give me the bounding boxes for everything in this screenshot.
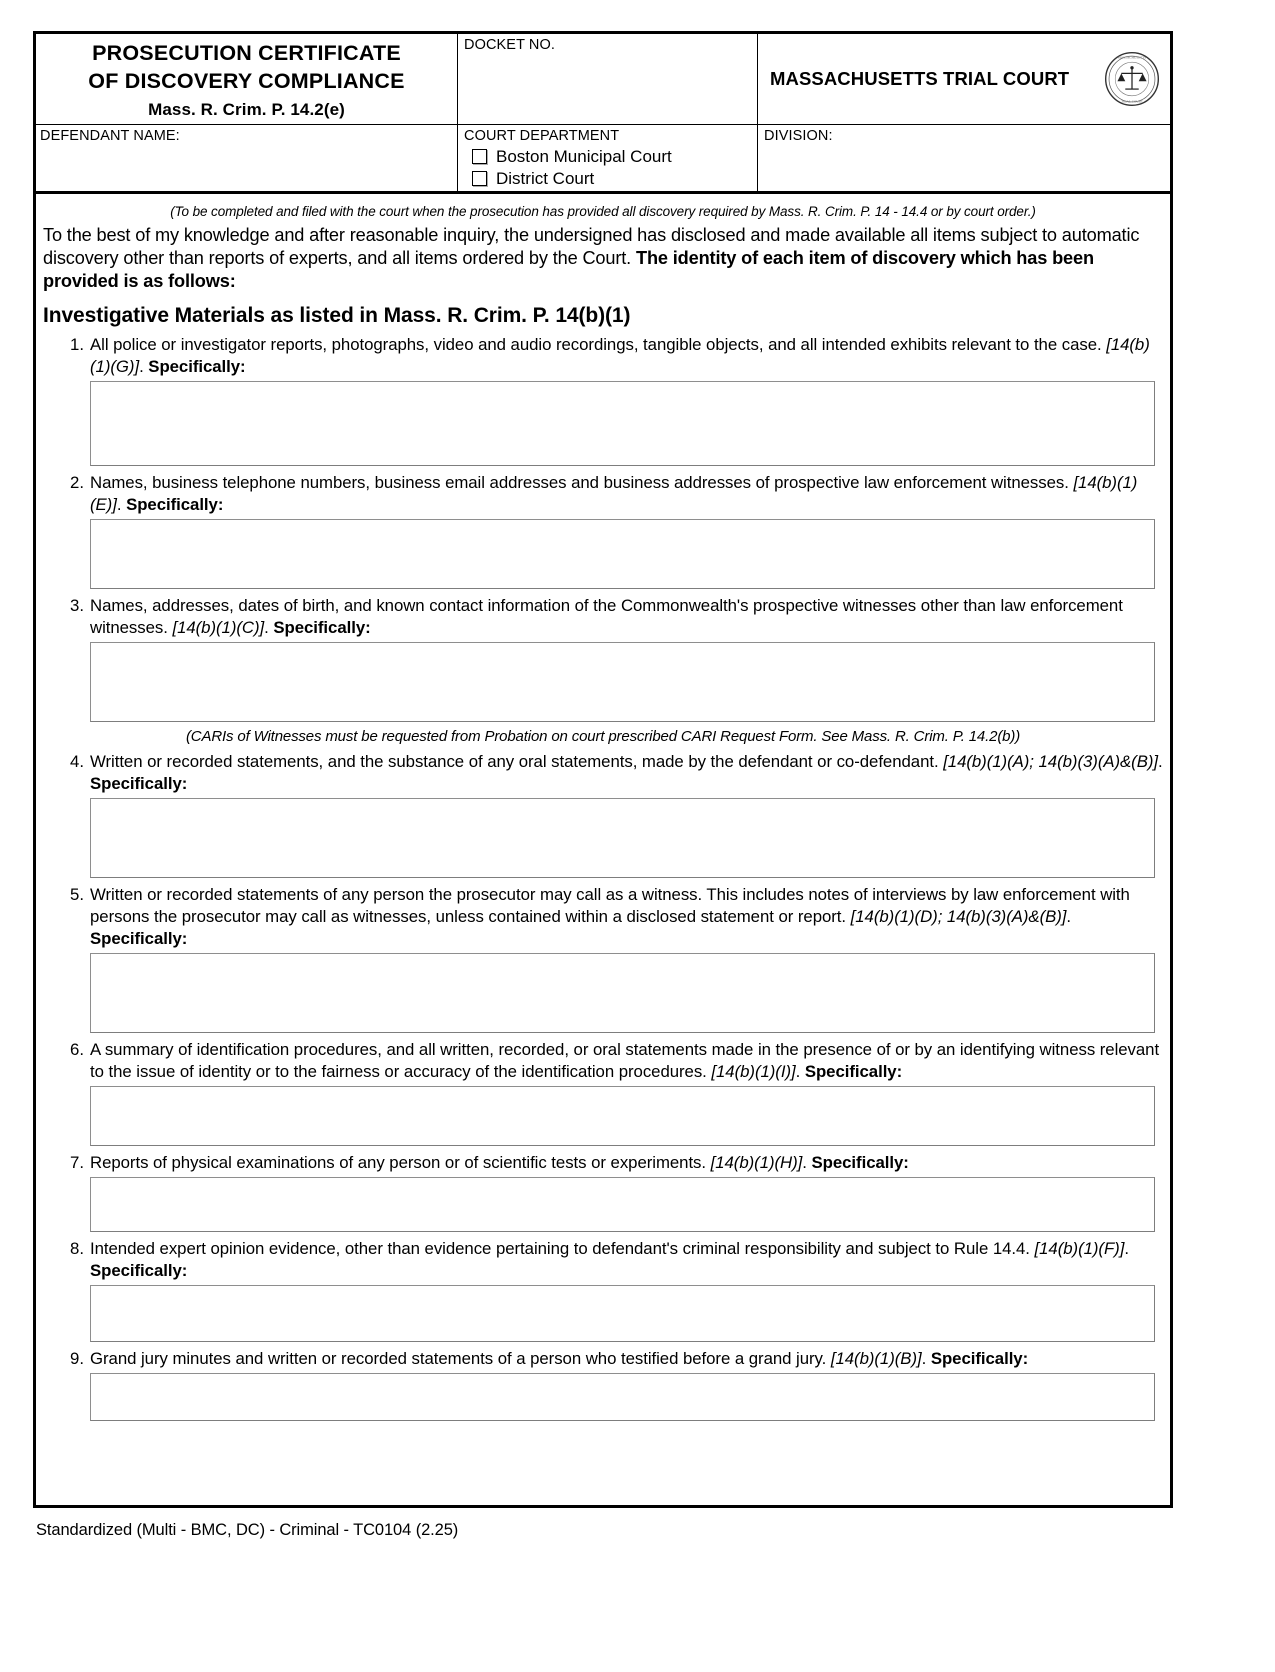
cari-note-row <box>43 728 1163 745</box>
list-item <box>43 1039 1163 1146</box>
certification-paragraph <box>43 224 1163 294</box>
item-specifically-label: Specifically: <box>90 928 188 948</box>
section-heading-investigative-materials: Investigative Materials as listed in Mass. R. Crim. P. 14(b)(1) <box>43 303 631 327</box>
item-rule-citation: [14(b)(1)(A); 14(b)(3)(A)&(B)] <box>943 751 1159 771</box>
list-item <box>43 595 1163 722</box>
court-department-cell <box>458 125 758 191</box>
answer-field-item-2[interactable] <box>90 519 1155 589</box>
item-specifically-label: Specifically: <box>148 356 246 376</box>
item-number: 6. <box>70 1039 84 1059</box>
item-tail: . <box>1066 906 1072 926</box>
defendant-name-cell[interactable] <box>36 125 458 191</box>
item-rule-citation: [14(b)(1)(D); 14(b)(3)(A)&(B)] <box>850 906 1067 926</box>
division-cell[interactable] <box>758 125 1170 191</box>
item-specifically-label: Specifically: <box>811 1152 909 1172</box>
item-number: 4. <box>70 751 84 771</box>
item-rule-citation: [14(b)(1)(F)] <box>1034 1238 1125 1258</box>
checkbox-district-court[interactable] <box>472 171 487 186</box>
list-item <box>43 472 1163 589</box>
item-rule-citation: [14(b)(1)(I)] <box>711 1061 796 1081</box>
header-row-secondary <box>36 125 1170 194</box>
item-description <box>90 885 1130 948</box>
court-department-option-bmc[interactable] <box>472 147 757 167</box>
item-description <box>90 1040 1159 1081</box>
item-number: 7. <box>70 1152 84 1172</box>
item-number: 5. <box>70 884 84 904</box>
item-number: 2. <box>70 472 84 492</box>
item-description <box>90 473 1137 514</box>
item-body-text: Written or recorded statements of any person the prosecutor may call as a witness. This includes notes of interviews by law enforcement with persons the prosecutor may call as witnesses, unless contained within a disclosed statement or report. <box>90 884 1130 926</box>
item-tail: . <box>802 1152 812 1172</box>
item-description <box>90 752 1163 793</box>
form-footer-id: Standardized (Multi - BMC, DC) - Criminal - TC0104 (2.25) <box>36 1521 459 1539</box>
form-frame <box>33 31 1173 1508</box>
item-body-text: Written or recorded statements, and the substance of any oral statements, made by the defendant or co-defendant. <box>90 751 944 771</box>
item-description <box>90 596 1123 637</box>
item-body-text: Reports of physical examinations of any person or of scientific tests or experiments. <box>90 1152 711 1172</box>
checkbox-label-district-court: District Court <box>496 168 595 188</box>
item-rule-citation: [14(b)(1)(G)] <box>90 334 1150 376</box>
certification-text-normal: To the best of my knowledge and after reasonable inquiry, the undersigned has disclosed and made available all items subject to automatic discovery other than reports of experts, and all items ordered by the Court. <box>43 224 1140 269</box>
docket-number-cell[interactable] <box>458 34 758 124</box>
court-name-text: MASSACHUSETTS TRIAL COURT <box>770 68 1070 90</box>
item-description <box>90 1239 1129 1280</box>
list-item <box>43 1152 1163 1232</box>
court-name-cell <box>758 34 1170 124</box>
item-rule-citation: [14(b)(1)(C)] <box>172 617 265 637</box>
item-specifically-label: Specifically: <box>126 494 224 514</box>
answer-field-item-4[interactable] <box>90 798 1155 878</box>
item-rule-citation: [14(b)(1)(B)] <box>830 1348 922 1368</box>
item-tail: . <box>1124 1238 1129 1258</box>
item-body-text: Names, business telephone numbers, business email addresses and business addresses of prospective law enforcement witnesses. <box>90 472 1074 492</box>
docket-number-label: DOCKET NO. <box>464 37 555 53</box>
item-number: 1. <box>70 334 84 354</box>
svg-text:MASSACHUSETTS: MASSACHUSETTS <box>1117 55 1147 60</box>
answer-field-item-8[interactable] <box>90 1285 1155 1342</box>
answer-field-item-1[interactable] <box>90 381 1155 466</box>
form-rule-subtitle: Mass. R. Crim. P. 14.2(e) <box>148 100 345 120</box>
item-number: 8. <box>70 1238 84 1258</box>
item-specifically-label: Specifically: <box>90 773 188 793</box>
item-description <box>90 1153 909 1172</box>
item-specifically-label: Specifically: <box>930 1348 1029 1368</box>
item-body-text: Names, addresses, dates of birth, and known contact information of the Commonwealth's prospective witnesses other than law enforcement witnesses. <box>90 595 1123 637</box>
list-item <box>43 751 1163 878</box>
item-number: 3. <box>70 595 84 615</box>
item-body-text: Grand jury minutes and written or recorded statements of a person who testified before a grand jury. <box>90 1348 831 1368</box>
discovery-items-list <box>43 334 1163 1421</box>
scales-of-justice-seal-icon <box>1104 51 1160 107</box>
list-item <box>43 1238 1163 1342</box>
item-description <box>90 1349 1028 1368</box>
filing-instruction-note: (To be completed and filed with the court when the prosecution has provided all discovery required by Mass. R. Crim. P. 14 - 14.4 or by court order.) <box>170 203 1036 219</box>
court-department-option-district[interactable] <box>472 169 757 189</box>
item-description <box>90 335 1150 376</box>
defendant-name-label: DEFENDANT NAME: <box>40 128 180 145</box>
item-tail: . <box>921 1348 927 1368</box>
form-title-line-2: OF DISCOVERY COMPLIANCE <box>88 68 405 93</box>
item-body-text: All police or investigator reports, photographs, video and audio recordings, tangible objects, and all intended exhibits relevant to the case. <box>90 334 1107 354</box>
court-department-label: COURT DEPARTMENT <box>464 128 620 145</box>
item-rule-citation: [14(b)(1)(H)] <box>710 1152 803 1172</box>
cari-request-note: (CARIs of Witnesses must be requested from Probation on court prescribed CARI Request Form. See Mass. R. Crim. P. 14.2(b)) <box>185 727 1021 745</box>
item-specifically-label: Specifically: <box>804 1061 903 1081</box>
answer-field-item-7[interactable] <box>90 1177 1155 1232</box>
item-rule-citation: [14(b)(1)(E)] <box>90 472 1138 514</box>
header-row-primary <box>36 34 1170 125</box>
form-title-cell <box>36 34 458 124</box>
item-tail: . <box>264 617 274 637</box>
item-specifically-label: Specifically: <box>273 617 371 637</box>
item-body-text: A summary of identification procedures, and all written, recorded, or oral statements made in the presence of or by an identifying witness relevant to the issue of identity or to the fairness or accuracy of the identification procedures. <box>90 1039 1160 1081</box>
svg-text:TRIAL COURT: TRIAL COURT <box>1121 99 1143 104</box>
item-body-text: Intended expert opinion evidence, other than evidence pertaining to defendant's criminal responsibility and subject to Rule 14.4. <box>90 1238 1035 1258</box>
item-number: 9. <box>70 1348 84 1368</box>
list-item <box>43 1348 1163 1421</box>
answer-field-item-6[interactable] <box>90 1086 1155 1146</box>
list-item <box>43 884 1163 1033</box>
checkbox-boston-municipal-court[interactable] <box>472 149 487 164</box>
certification-text-bold: The identity of each item of discovery which has been provided is as follows: <box>43 248 1094 292</box>
item-tail: . <box>139 356 149 376</box>
division-label: DIVISION: <box>764 128 833 145</box>
answer-field-item-3[interactable] <box>90 642 1155 722</box>
list-item <box>43 334 1163 466</box>
item-tail: . <box>1158 751 1163 771</box>
item-tail: . <box>116 494 127 514</box>
item-tail: . <box>795 1061 805 1081</box>
answer-field-item-9[interactable] <box>90 1373 1155 1421</box>
answer-field-item-5[interactable] <box>90 953 1155 1033</box>
form-title-line-1: PROSECUTION CERTIFICATE <box>92 41 401 65</box>
form-body <box>36 194 1170 1421</box>
checkbox-label-boston-municipal-court: Boston Municipal Court <box>496 146 672 166</box>
item-specifically-label: Specifically: <box>90 1260 188 1280</box>
